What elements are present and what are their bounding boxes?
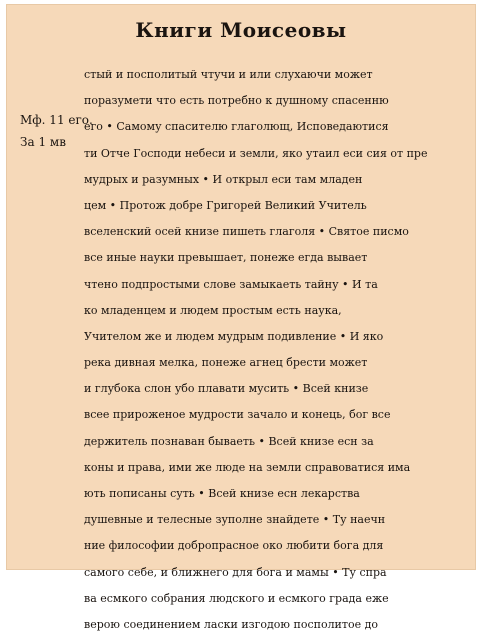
text-line: коны и права, ими же люде на земли справоватися има (84, 460, 411, 474)
margin-note: За 1 мв (20, 135, 66, 149)
text-line: цем • Протож добре Григорей Великий Учитель (84, 198, 367, 212)
text-line: держитель познаван бываеть • Всей книзе есн за (84, 434, 374, 448)
margin-note: Мф. 11 его. (20, 113, 93, 127)
margin-notes (20, 109, 93, 153)
text-line: душевные и телесные зуполне знайдете • Ту наечн (84, 513, 386, 527)
text-line: чтено подпростыми слове замыкаеть тайну • И та (84, 277, 378, 291)
text-line: ние философии добропрасное око любити бога для (84, 539, 384, 553)
text-line: самого себе, и ближнего для бога и мамы • Ту спра (84, 565, 387, 579)
text-line: Учителом же и людем мудрым подивление • И яко (84, 329, 384, 343)
text-line: ють пописаны суть • Всей книзе есн лекарства (84, 487, 360, 500)
text-line: верою соединением ласки изгодою посполитое до (84, 617, 378, 631)
text-line: поразумети что есть потребно к душному спасенню (84, 94, 389, 108)
document-page (6, 4, 476, 631)
text-line: вселенский осей книзе пишеть глаголя • Святое писмо (84, 225, 409, 239)
body-text (84, 62, 456, 638)
text-line: мудрых и разумных • И открыл еси там младен (84, 172, 363, 186)
text-line: всее прироженое мудрости зачало и конець, бог все (84, 408, 391, 422)
text-line: ти Отче Господи небеси и земли, яко утаил еси сия от пре (84, 146, 428, 160)
text-line: все иные науки превышает, понеже егда вывает (84, 251, 368, 265)
text-line: река дивная мелка, понеже агнец брести может (84, 356, 368, 370)
text-line: его • Самому спасителю глаголющ, Исповедаютися (84, 120, 389, 134)
text-line: ва есмкого собрания людского и есмкого града еже (84, 591, 389, 605)
page-title: Книги Моисеовы (135, 18, 347, 42)
text-line: и глубока слон убо плавати мусить • Всей книзе (84, 382, 369, 396)
text-line: стый и посполитый чтучи и или слухаючи может (84, 68, 373, 81)
text-line: ко младенцем и людем простым есть наука, (84, 303, 342, 317)
